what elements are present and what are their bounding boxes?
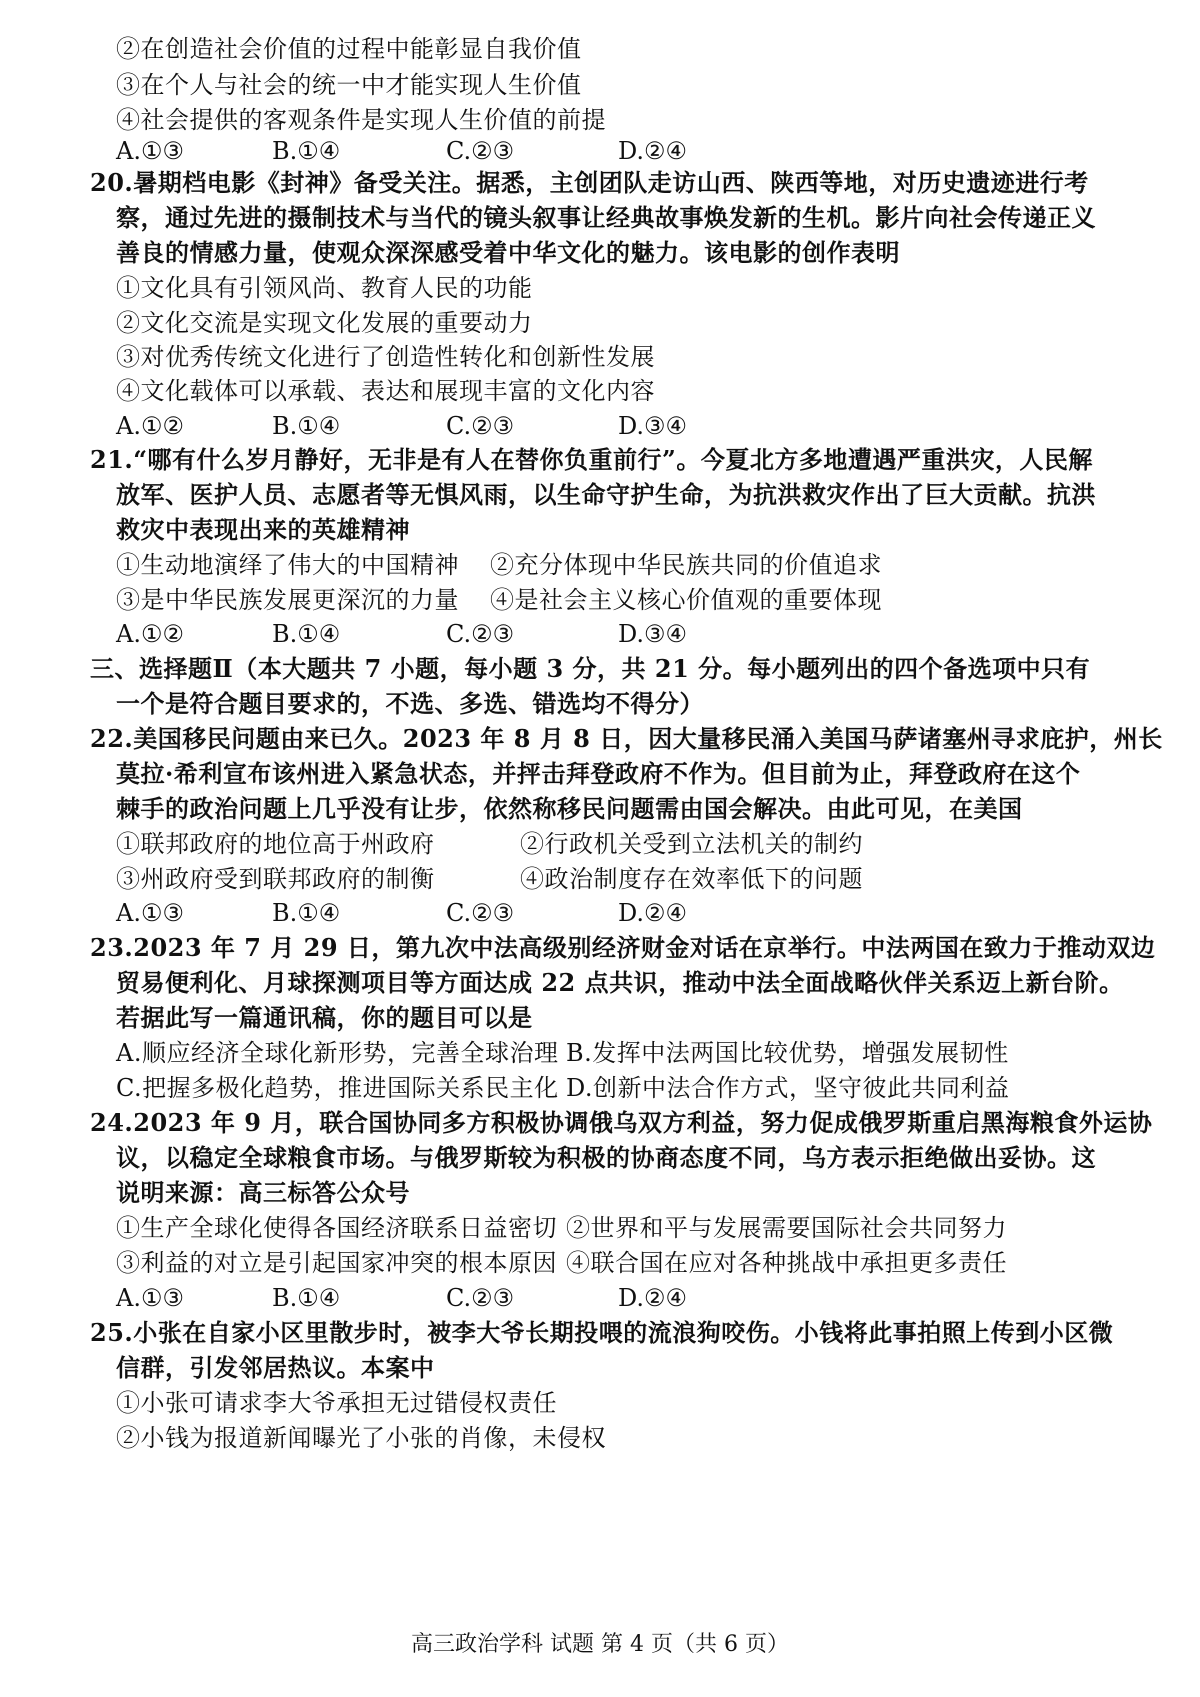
q19-choice-b: B.①④: [272, 137, 341, 165]
q22-choice-a: A.①③: [116, 899, 184, 927]
q24-choice-a: A.①③: [116, 1284, 184, 1312]
q20-choice-a: A.①②: [116, 412, 184, 440]
q24-stem-line-3: 说明来源：高三标答公众号: [116, 1178, 410, 1207]
page-footer: 高三政治学科 试题 第 4 页（共 6 页）: [411, 1632, 789, 1657]
q24-option-4: ④联合国在应对各种挑战中承担更多责任: [566, 1249, 1007, 1277]
q25-stem-line-2: 信群，引发邻居热议。本案中: [116, 1353, 435, 1382]
q20-choice-b: B.①④: [272, 412, 341, 440]
q19-option-2: ②在创造社会价值的过程中能彰显自我价值: [116, 35, 582, 63]
q23-option-a: A.顺应经济全球化新形势，完善全球治理: [116, 1039, 559, 1067]
q20-choice-d: D.③④: [618, 412, 688, 440]
q20-choice-c: C.②③: [446, 412, 515, 440]
section-3-heading-line-1: 三、选择题Ⅱ（本大题共 7 小题，每小题 3 分，共 21 分。每小题列出的四个备选项中只有: [90, 654, 1091, 683]
q22-choice-b: B.①④: [272, 899, 341, 927]
q23-option-d: D.创新中法合作方式，坚守彼此共同利益: [566, 1074, 1010, 1102]
q22-option-4: ④政治制度存在效率低下的问题: [520, 865, 863, 893]
q21-choice-a: A.①②: [116, 620, 184, 648]
q25-option-2: ②小钱为报道新闻曝光了小张的肖像，未侵权: [116, 1424, 606, 1452]
q20-option-2: ②文化交流是实现文化发展的重要动力: [116, 309, 533, 337]
q24-choice-c: C.②③: [446, 1284, 515, 1312]
q21-choice-c: C.②③: [446, 620, 515, 648]
q21-option-3: ③是中华民族发展更深沉的力量: [116, 586, 459, 614]
q21-stem-line-1: 21.“哪有什么岁月静好，无非是有人在替你负重前行”。今夏北方多地遭遇严重洪灾，人民解: [90, 445, 1093, 474]
q22-stem-line-2: 莫拉·希利宣布该州进入紧急状态，并抨击拜登政府不作为。但目前为止，拜登政府在这个: [116, 759, 1081, 788]
q25-stem-line-1: 25.小张在自家小区里散步时，被李大爷长期投喂的流浪狗咬伤。小钱将此事拍照上传到小区微: [90, 1318, 1114, 1347]
q24-stem-line-1: 24.2023 年 9 月，联合国协同多方积极协调俄乌双方利益，努力促成俄罗斯重启黑海粮食外运协: [90, 1108, 1153, 1137]
q22-option-1: ①联邦政府的地位高于州政府: [116, 830, 435, 858]
q23-stem-line-1: 23.2023 年 7 月 29 日，第九次中法高级别经济财金对话在京举行。中法两国在致力于推动双边: [90, 933, 1156, 962]
q22-choice-c: C.②③: [446, 899, 515, 927]
q21-stem-line-3: 救灾中表现出来的英雄精神: [116, 515, 410, 544]
q21-choice-b: B.①④: [272, 620, 341, 648]
q21-choice-d: D.③④: [618, 620, 688, 648]
q22-option-2: ②行政机关受到立法机关的制约: [520, 830, 863, 858]
q19-option-4: ④社会提供的客观条件是实现人生价值的前提: [116, 106, 606, 134]
q20-option-4: ④文化载体可以承载、表达和展现丰富的文化内容: [116, 377, 655, 405]
q19-option-3: ③在个人与社会的统一中才能实现人生价值: [116, 71, 582, 99]
q19-choice-c: C.②③: [446, 137, 515, 165]
q23-option-c: C.把握多极化趋势，推进国际关系民主化: [116, 1074, 559, 1102]
q21-stem-line-2: 放军、医护人员、志愿者等无惧风雨，以生命守护生命，为抗洪救灾作出了巨大贡献。抗洪: [116, 480, 1096, 509]
q20-option-3: ③对优秀传统文化进行了创造性转化和创新性发展: [116, 343, 655, 371]
q19-choice-d: D.②④: [618, 137, 688, 165]
q24-option-3: ③利益的对立是引起国家冲突的根本原因: [116, 1249, 557, 1277]
q21-option-1: ①生动地演绎了伟大的中国精神: [116, 551, 459, 579]
q21-option-4: ④是社会主义核心价值观的重要体现: [490, 586, 882, 614]
q20-option-1: ①文化具有引领风尚、教育人民的功能: [116, 274, 533, 302]
q23-option-b: B.发挥中法两国比较优势，增强发展韧性: [566, 1039, 1009, 1067]
q19-choice-a: A.①③: [116, 137, 184, 165]
q24-choice-b: B.①④: [272, 1284, 341, 1312]
q21-option-2: ②充分体现中华民族共同的价值追求: [490, 551, 882, 579]
q23-stem-line-2: 贸易便利化、月球探测项目等方面达成 22 点共识，推动中法全面战略伙伴关系迈上新台阶。: [116, 968, 1124, 997]
q22-stem-line-1: 22.美国移民问题由来已久。2023 年 8 月 8 日，因大量移民涌入美国马萨诸塞州寻求庇护，州长: [90, 724, 1163, 753]
q25-option-1: ①小张可请求李大爷承担无过错侵权责任: [116, 1389, 557, 1417]
q24-option-1: ①生产全球化使得各国经济联系日益密切: [116, 1214, 557, 1242]
q20-stem-line-3: 善良的情感力量，使观众深深感受着中华文化的魅力。该电影的创作表明: [116, 238, 900, 267]
q20-stem-line-2: 察，通过先进的摄制技术与当代的镜头叙事让经典故事焕发新的生机。影片向社会传递正义: [116, 203, 1096, 232]
q22-choice-d: D.②④: [618, 899, 688, 927]
q20-stem-line-1: 20.暑期档电影《封神》备受关注。据悉，主创团队走访山西、陕西等地，对历史遗迹进行考: [90, 168, 1089, 197]
q24-stem-line-2: 议，以稳定全球粮食市场。与俄罗斯较为积极的协商态度不同，乌方表示拒绝做出妥协。这: [116, 1143, 1096, 1172]
section-3-heading-line-2: 一个是符合题目要求的，不选、多选、错选均不得分）: [116, 689, 704, 718]
q23-stem-line-3: 若据此写一篇通讯稿，你的题目可以是: [116, 1003, 533, 1032]
q24-option-2: ②世界和平与发展需要国际社会共同努力: [566, 1214, 1007, 1242]
q22-option-3: ③州政府受到联邦政府的制衡: [116, 865, 435, 893]
q22-stem-line-3: 棘手的政治问题上几乎没有让步，依然称移民问题需由国会解决。由此可见，在美国: [116, 794, 1023, 823]
q24-choice-d: D.②④: [618, 1284, 688, 1312]
